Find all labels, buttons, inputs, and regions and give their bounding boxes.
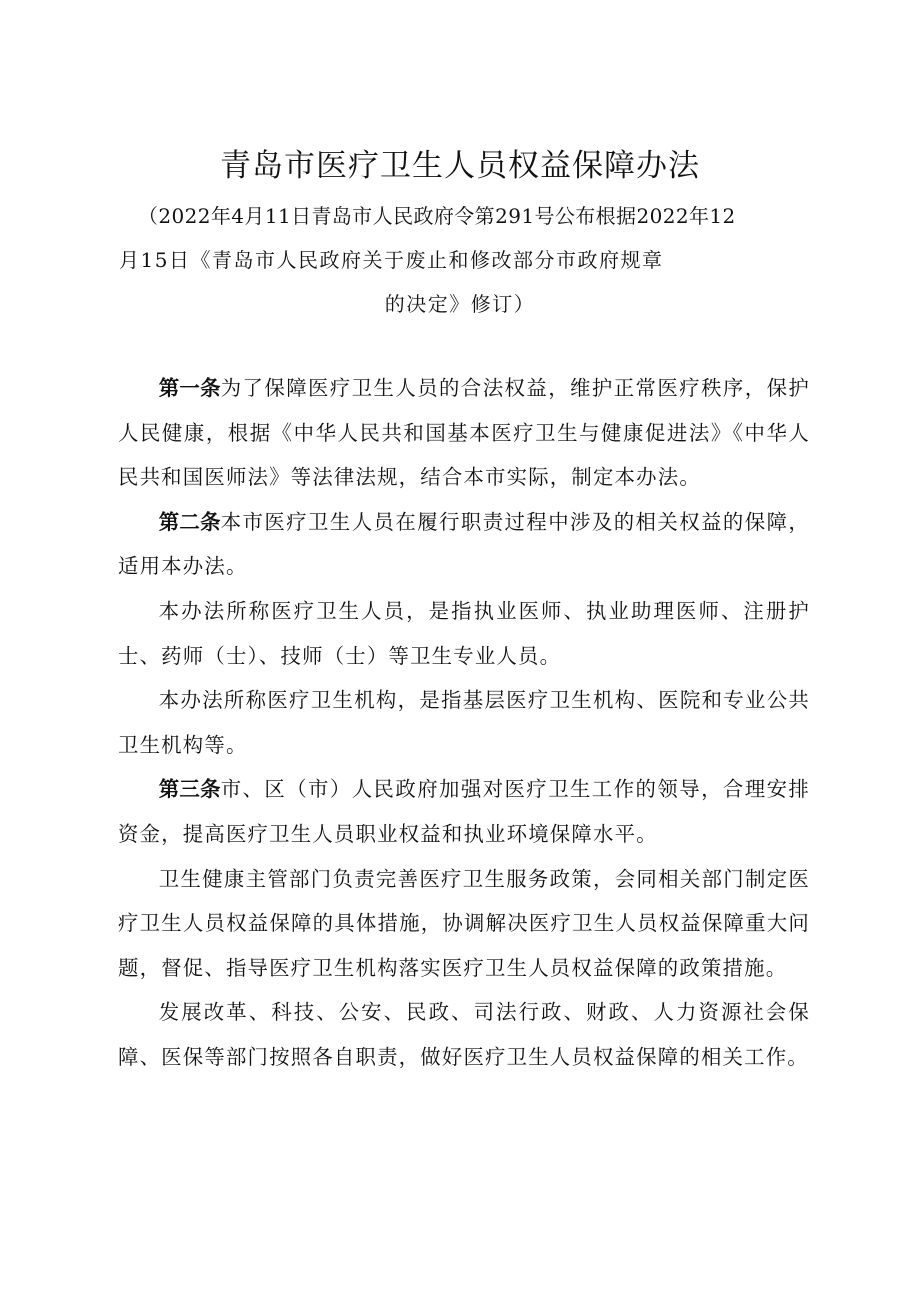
paragraph-text: 发展改革、科技、公安、民政、司法行政、财政、人力资源社会保障、医保等部门按照各自职责，做好医疗卫生人员权益保障的相关工作。 [118, 1000, 810, 1069]
article-number: 第一条 [158, 376, 221, 400]
paragraph-health-department [118, 857, 810, 991]
paragraph-text: 本市医疗卫生人员在履行职责过程中涉及的相关权益的保障，适用本办法。 [118, 509, 810, 579]
paragraph-other-departments [118, 990, 810, 1079]
paragraph-definition-personnel [118, 589, 810, 678]
paragraph-text: 卫生健康主管部门负责完善医疗卫生服务政策，会同相关部门制定医疗卫生人员权益保障的具体措施，协调解决医疗卫生人员权益保障重大问题，督促、指导医疗卫生机构落实医疗卫生人员权益保障的政策措施。 [118, 866, 810, 980]
paragraph-text: 市、区（市）人民政府加强对医疗卫生工作的领导，合理安排资金，提高医疗卫生人员职业权益和执业环境保障水平。 [118, 777, 810, 846]
document-title: 青岛市医疗卫生人员权益保障办法 [220, 148, 700, 184]
subtitle-line-2: 月15日《青岛市人民政府关于废止和修改部分市政府规章 [119, 248, 664, 272]
document-body [118, 366, 810, 1080]
paragraph-article-2 [118, 500, 810, 589]
paragraph-article-3 [118, 767, 810, 856]
paragraph-text: 本办法所称医疗卫生机构，是指基层医疗卫生机构、医院和专业公共卫生机构等。 [118, 688, 810, 757]
subtitle-line-3: 的决定》修订） [384, 292, 536, 316]
subtitle-line-1: （2022年4月11日青岛市人民政府令第291号公布根据2022年12 [138, 204, 736, 228]
paragraph-definition-institutions [118, 678, 810, 767]
paragraph-text: 为了保障医疗卫生人员的合法权益，维护正常医疗秩序，保护人民健康，根据《中华人民共和国基本医疗卫生与健康促进法》《中华人民共和国医师法》等法律法规，结合本市实际，制定本办法。 [118, 376, 810, 490]
paragraph-text: 本办法所称医疗卫生人员，是指执业医师、执业助理医师、注册护士、药师（士）、技师（士）等卫生专业人员。 [118, 598, 810, 668]
article-number: 第二条 [158, 509, 221, 534]
article-number: 第三条 [158, 777, 221, 802]
paragraph-article-1 [118, 366, 810, 500]
